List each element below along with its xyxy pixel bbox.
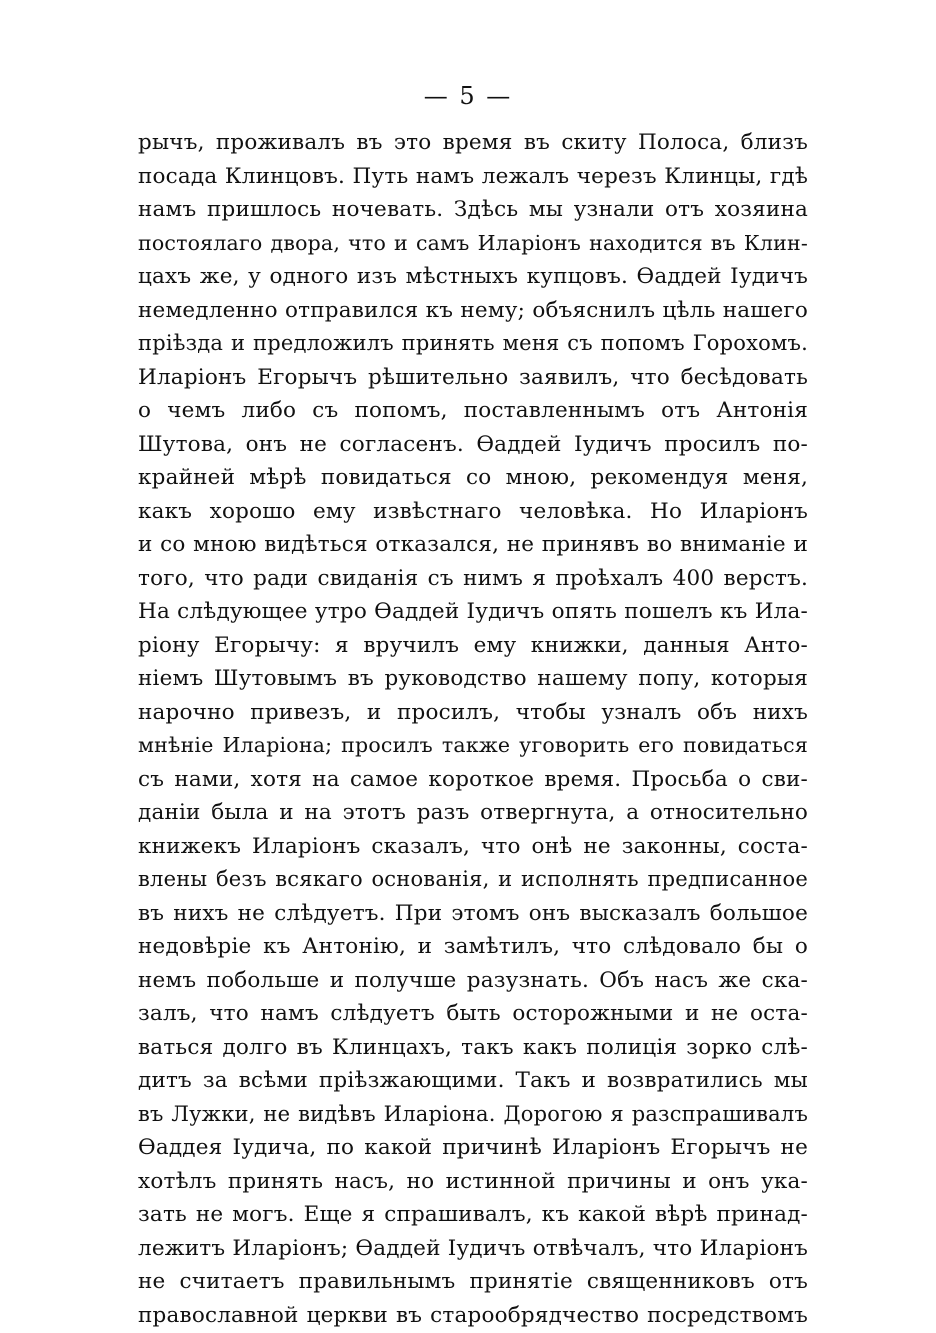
text-line: ріону Егорычу: я вручилъ ему книжки, данныя Анто- [138, 632, 808, 658]
text-line: съ нами, хотя на самое короткое время. Просьба о сви- [138, 766, 808, 792]
text-line: даніи была и на этотъ разъ отвергнута, а относительно [138, 800, 808, 825]
text-line: православной церкви въ старообрядчество посредствомъ [138, 1302, 808, 1328]
text-line: постоялаго двора, что и самъ Иларіонъ находится въ Клин- [138, 230, 808, 255]
page-number: — 5 — [423, 82, 513, 110]
text-line: того, что ради свиданія съ нимъ я проѣхалъ 400 верстъ. [138, 565, 808, 591]
text-line: пріѣзда и предложилъ принять меня съ попомъ Горохомъ. [138, 331, 808, 355]
text-line: Иларіонъ Егорычъ рѣшительно заявилъ, что бесѣдовать [138, 364, 808, 390]
text-line: недовѣріе къ Антонію, и замѣтилъ, что слѣдовало бы о [138, 934, 808, 959]
text-line: влены безъ всякаго основанія, и исполнять предписанное [138, 867, 808, 891]
text-line: нарочно привезъ, и просилъ, чтобы узналъ объ нихъ [138, 699, 808, 725]
text-line: залъ, что намъ слѣдуетъ быть осторожными и не оста- [138, 1001, 808, 1026]
text-line: лежитъ Иларіонъ; Ѳаддей Іудичъ отвѣчалъ, что Иларіонъ [138, 1235, 808, 1261]
text-line: и со мною видѣться отказался, не принявъ во вниманіе и [138, 532, 808, 557]
text-line: рычъ, проживалъ въ это время въ скиту Полоса, близъ [138, 130, 808, 155]
text-line: дитъ за всѣми пріѣзжающими. Такъ и возвратились мы [138, 1068, 808, 1093]
text-line: Ѳаддея Іудича, по какой причинѣ Иларіонъ Егорычъ не [138, 1135, 808, 1160]
text-line: крайней мѣрѣ повидаться со мною, рекомендуя меня, [138, 465, 808, 490]
text-line: о чемъ либо съ попомъ, поставленнымъ отъ Антонія [138, 398, 808, 423]
text-line: На слѣдующее утро Ѳаддей Іудичъ опять пошелъ къ Ила- [138, 599, 808, 624]
text-line: посада Клинцовъ. Путь намъ лежалъ черезъ Клинцы, гдѣ [138, 163, 808, 189]
body-text [138, 126, 808, 1332]
text-line: въ нихъ не слѣдуетъ. При этомъ онъ высказалъ большое [138, 900, 808, 926]
text-line: намъ пришлось ночевать. Здѣсь мы узнали отъ хозяина [138, 197, 808, 222]
text-line: немъ побольше и получше разузнать. Объ насъ же ска- [138, 967, 808, 993]
text-line: не считаетъ правильнымъ принятіе священниковъ отъ [138, 1269, 808, 1294]
text-line: ніемъ Шутовымъ въ руководство нашему попу, которыя [138, 666, 808, 691]
text-line: цахъ же, у одного изъ мѣстныхъ купцовъ. Ѳаддей Іудичъ [138, 264, 808, 289]
text-line: мнѣніе Иларіона; просилъ также уговорить его повидаться [138, 733, 808, 757]
text-line: ваться долго въ Клинцахъ, такъ какъ полиція зорко слѣ- [138, 1034, 808, 1060]
text-line: зать не могъ. Еще я спрашивалъ, къ какой вѣрѣ принад- [138, 1202, 808, 1227]
text-line: въ Лужки, не видѣвъ Иларіона. Дорогою я разспрашивалъ [138, 1101, 808, 1126]
text-line: немедленно отправился къ нему; объяснилъ цѣль нашего [138, 297, 808, 323]
text-line: Шутова, онъ не согласенъ. Ѳаддей Іудичъ просилъ по- [138, 431, 808, 457]
text-line: книжекъ Иларіонъ сказалъ, что онѣ не законны, соста- [138, 833, 808, 859]
text-line: какъ хорошо ему извѣстнаго человѣка. Но Иларіонъ [138, 498, 808, 524]
text-line: хотѣлъ принять насъ, но истинной причины и онъ ука- [138, 1168, 808, 1194]
